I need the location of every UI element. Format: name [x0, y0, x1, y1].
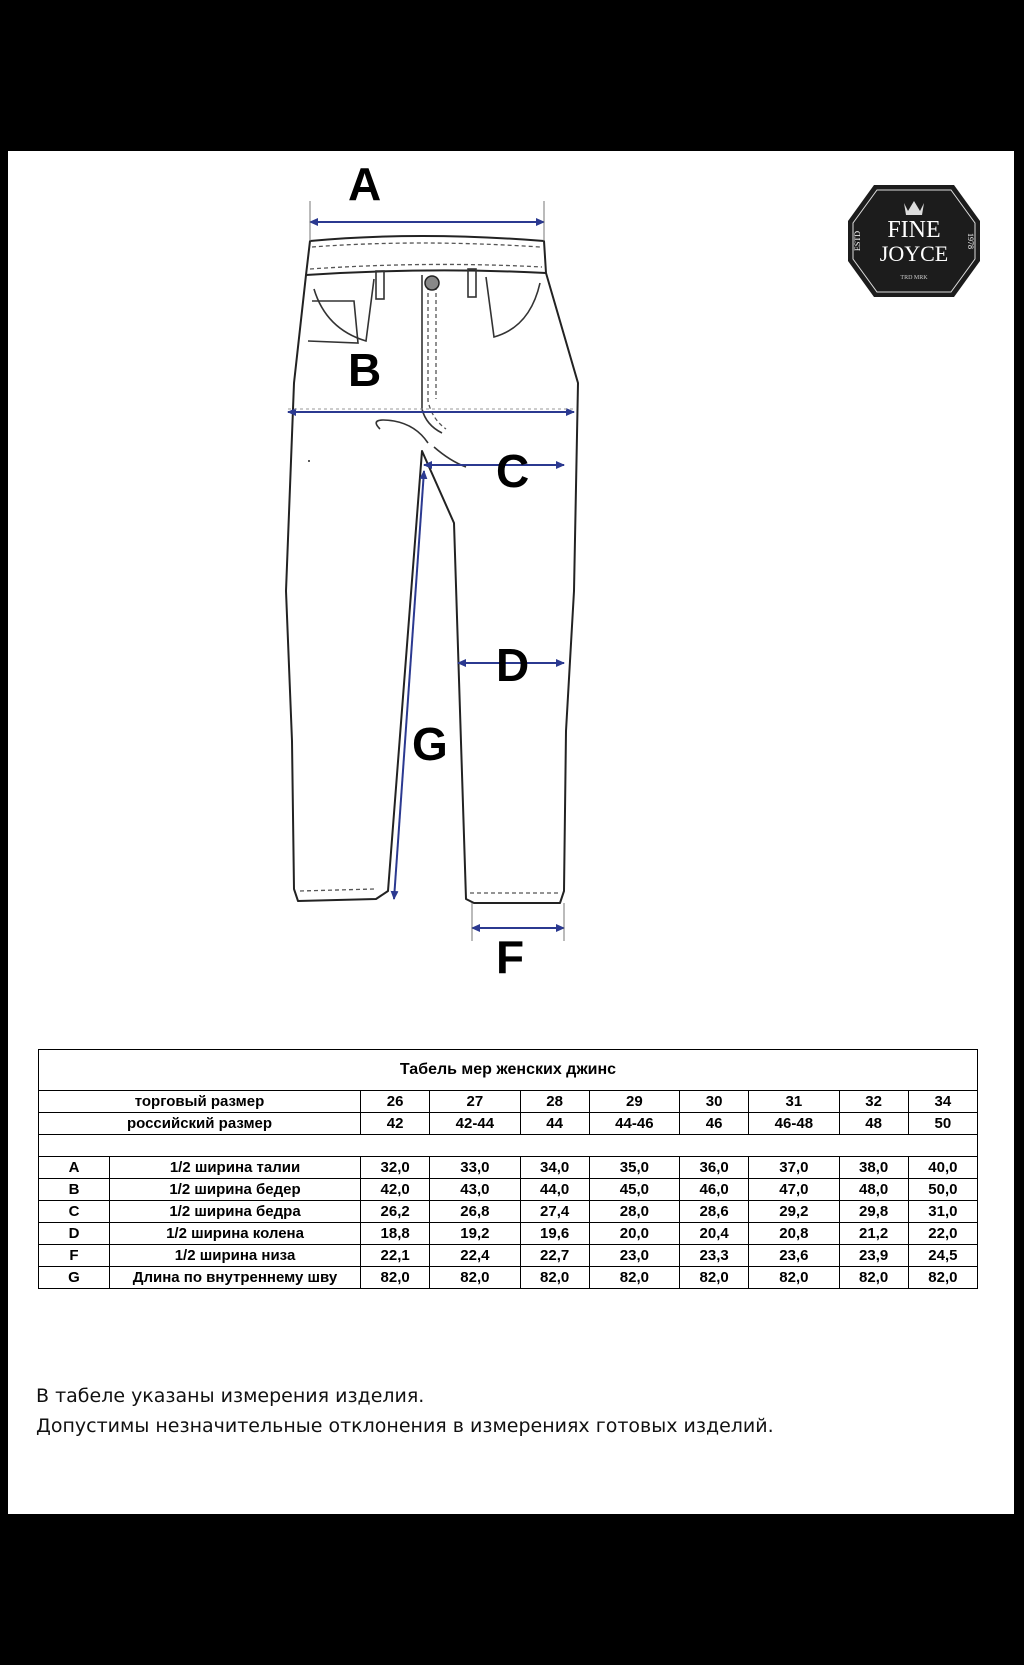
row-code: F: [39, 1245, 110, 1267]
row-code: A: [39, 1157, 110, 1179]
row-value-cell: 42,0: [361, 1179, 430, 1201]
row-value-cell: 29,2: [749, 1201, 839, 1223]
row-measure-name: 1/2 ширина бедра: [110, 1201, 361, 1223]
trade-size-cell: 32: [839, 1091, 908, 1113]
row-value-cell: 82,0: [430, 1267, 520, 1289]
trade-size-cell: 28: [520, 1091, 589, 1113]
row-value-cell: 20,8: [749, 1223, 839, 1245]
row-value-cell: 31,0: [908, 1201, 977, 1223]
row-value-cell: 26,2: [361, 1201, 430, 1223]
label-c: C: [496, 445, 530, 497]
row-value-cell: 22,7: [520, 1245, 589, 1267]
table-title: Табель мер женских джинс: [39, 1050, 978, 1091]
notes: [36, 1381, 774, 1441]
row-value-cell: 46,0: [680, 1179, 749, 1201]
brand-logo: [844, 181, 984, 301]
row-value-cell: 37,0: [749, 1157, 839, 1179]
row-value-cell: 43,0: [430, 1179, 520, 1201]
svg-text:FINE: FINE: [887, 217, 941, 243]
russian-size-cell: 44-46: [589, 1113, 679, 1135]
row-value-cell: 27,4: [520, 1201, 589, 1223]
row-code: C: [39, 1201, 110, 1223]
label-g: G: [412, 718, 448, 770]
row-measure-name: 1/2 ширина талии: [110, 1157, 361, 1179]
row-value-cell: 24,5: [908, 1245, 977, 1267]
spacer-row: [39, 1135, 978, 1157]
row-value-cell: 21,2: [839, 1223, 908, 1245]
row-value-cell: 28,6: [680, 1201, 749, 1223]
button-icon: [425, 276, 439, 290]
row-measure-name: Длина по внутреннему шву: [110, 1267, 361, 1289]
row-value-cell: 34,0: [520, 1157, 589, 1179]
table-row: [39, 1267, 978, 1289]
row-value-cell: 82,0: [520, 1267, 589, 1289]
label-d: D: [496, 639, 530, 691]
trade-size-label: торговый размер: [39, 1091, 361, 1113]
trade-size-cell: 27: [430, 1091, 520, 1113]
row-value-cell: 32,0: [361, 1157, 430, 1179]
table-row: [39, 1157, 978, 1179]
row-measure-name: 1/2 ширина низа: [110, 1245, 361, 1267]
trade-size-cell: 29: [589, 1091, 679, 1113]
trade-size-cell: 34: [908, 1091, 977, 1113]
row-measure-name: 1/2 ширина бедер: [110, 1179, 361, 1201]
row-code: B: [39, 1179, 110, 1201]
russian-size-cell: 46: [680, 1113, 749, 1135]
svg-text:JOYCE: JOYCE: [879, 241, 949, 266]
row-value-cell: 50,0: [908, 1179, 977, 1201]
row-value-cell: 23,6: [749, 1245, 839, 1267]
trade-size-cell: 30: [680, 1091, 749, 1113]
svg-text:TRD MRK: TRD MRK: [900, 275, 928, 281]
measure-g-arrow: [394, 471, 424, 899]
jeans-outline: [286, 273, 578, 903]
row-value-cell: 33,0: [430, 1157, 520, 1179]
row-value-cell: 45,0: [589, 1179, 679, 1201]
row-code: D: [39, 1223, 110, 1245]
table-row: [39, 1179, 978, 1201]
row-value-cell: 38,0: [839, 1157, 908, 1179]
size-table: [38, 1049, 978, 1289]
row-value-cell: 23,3: [680, 1245, 749, 1267]
row-value-cell: 48,0: [839, 1179, 908, 1201]
russian-size-cell: 42-44: [430, 1113, 520, 1135]
label-a: A: [348, 158, 382, 210]
trade-size-row: [39, 1091, 978, 1113]
row-code: G: [39, 1267, 110, 1289]
row-value-cell: 23,9: [839, 1245, 908, 1267]
row-value-cell: 22,0: [908, 1223, 977, 1245]
svg-text:ESTD: ESTD: [853, 231, 862, 251]
row-value-cell: 82,0: [749, 1267, 839, 1289]
row-value-cell: 82,0: [361, 1267, 430, 1289]
waistband-outline: [306, 236, 546, 275]
label-f: F: [496, 931, 525, 983]
russian-size-cell: 48: [839, 1113, 908, 1135]
size-chart-sheet: [8, 151, 1014, 1514]
table-row: [39, 1245, 978, 1267]
row-value-cell: 19,2: [430, 1223, 520, 1245]
row-value-cell: 22,1: [361, 1245, 430, 1267]
russian-size-cell: 50: [908, 1113, 977, 1135]
trade-size-cell: 26: [361, 1091, 430, 1113]
row-value-cell: 44,0: [520, 1179, 589, 1201]
row-value-cell: 28,0: [589, 1201, 679, 1223]
row-value-cell: 82,0: [589, 1267, 679, 1289]
row-value-cell: 40,0: [908, 1157, 977, 1179]
russian-size-cell: 46-48: [749, 1113, 839, 1135]
svg-text:1978: 1978: [966, 233, 975, 249]
row-value-cell: 20,0: [589, 1223, 679, 1245]
note-line-1: В табеле указаны измерения изделия.: [36, 1385, 425, 1407]
row-value-cell: 82,0: [680, 1267, 749, 1289]
row-value-cell: 29,8: [839, 1201, 908, 1223]
note-line-2: Допустимы незначительные отклонения в измерениях готовых изделий.: [36, 1415, 774, 1437]
russian-size-row: [39, 1113, 978, 1135]
row-value-cell: 47,0: [749, 1179, 839, 1201]
row-value-cell: 23,0: [589, 1245, 679, 1267]
row-value-cell: 18,8: [361, 1223, 430, 1245]
trade-size-cell: 31: [749, 1091, 839, 1113]
row-measure-name: 1/2 ширина колена: [110, 1223, 361, 1245]
row-value-cell: 35,0: [589, 1157, 679, 1179]
russian-size-cell: 44: [520, 1113, 589, 1135]
row-value-cell: 82,0: [839, 1267, 908, 1289]
table-row: [39, 1201, 978, 1223]
row-value-cell: 22,4: [430, 1245, 520, 1267]
label-b: B: [348, 344, 382, 396]
russian-size-label: российский размер: [39, 1113, 361, 1135]
row-value-cell: 82,0: [908, 1267, 977, 1289]
russian-size-cell: 42: [361, 1113, 430, 1135]
table-row: [39, 1223, 978, 1245]
row-value-cell: 26,8: [430, 1201, 520, 1223]
row-value-cell: 19,6: [520, 1223, 589, 1245]
row-value-cell: 20,4: [680, 1223, 749, 1245]
row-value-cell: 36,0: [680, 1157, 749, 1179]
